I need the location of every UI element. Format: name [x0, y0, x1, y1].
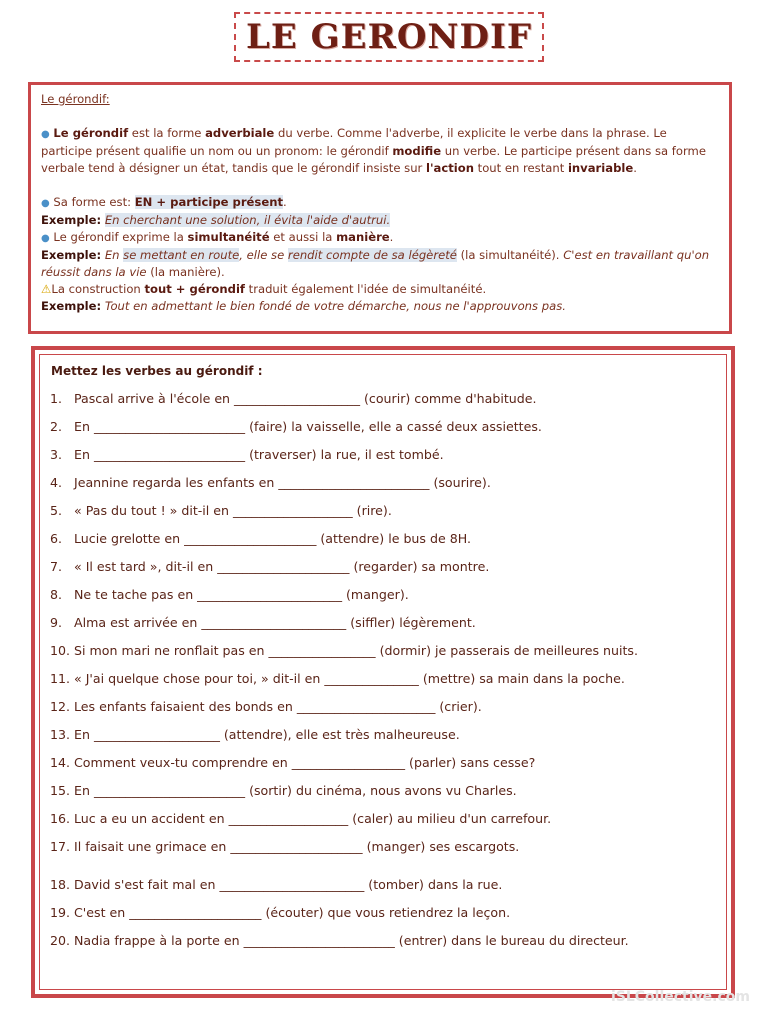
info-simultaneity-line	[41, 229, 719, 247]
exercise-list	[50, 385, 716, 955]
exercise-inner-border	[39, 354, 727, 990]
exercise-item: 3. En ________________________ (traverser) la rue, il est tombé.	[50, 447, 444, 462]
exercise-item: 4. Jeannine regarda les enfants en ________________________ (sourire).	[50, 475, 491, 490]
example-text: Tout en admettant le bien fondé de votre démarche, nous ne l'approuvons pas.	[104, 299, 566, 313]
bold-term: simultanéité	[187, 230, 270, 244]
exercise-box	[31, 346, 735, 998]
bullet-icon: ●	[41, 129, 50, 140]
info-example-1: Exemple: En cherchant une solution, il évita l'aide d'autrui.	[41, 213, 391, 227]
text: (la manière).	[146, 265, 225, 279]
exercise-item: 18. David s'est fait mal en _______________________ (tomber) dans la rue.	[50, 877, 503, 892]
exercise-item: 9. Alma est arrivée en _______________________ (siffler) légèrement.	[50, 615, 476, 630]
bold-term: EN + participe présent	[134, 195, 283, 209]
info-example-3: Exemple: Tout en admettant le bien fondé de votre démarche, nous ne l'approuvons pas.	[41, 299, 566, 313]
grammar-info-box	[28, 82, 732, 334]
bold-term: manière	[336, 230, 390, 244]
page-title: LE GERONDIF	[245, 17, 533, 57]
bullet-icon: ●	[41, 233, 50, 244]
example-highlight: se mettant en route	[123, 248, 240, 262]
bold-term: modifie	[392, 144, 442, 158]
exercise-item: 10. Si mon mari ne ronflait pas en _________________ (dormir) je passerais de meilleures nuits.	[50, 643, 638, 658]
info-form-line	[41, 194, 719, 212]
bold-term: tout + gérondif	[144, 282, 245, 296]
info-paragraph-definition	[41, 125, 719, 177]
example-label: Exemple	[41, 213, 97, 227]
warning-icon: ⚠	[41, 282, 52, 296]
example-label: Exemple	[41, 299, 97, 313]
exercise-item: 15. En ________________________ (sortir) du cinéma, nous avons vu Charles.	[50, 783, 517, 798]
bold-term: l'action	[426, 161, 474, 175]
text: .	[283, 195, 287, 209]
exercise-title: Mettez les verbes au gérondif :	[51, 364, 263, 378]
exercise-item: 17. Il faisait une grimace en _____________________ (manger) ses escargots.	[50, 839, 520, 854]
example-label: Exemple	[41, 248, 97, 262]
bullet-icon: ●	[41, 198, 50, 209]
exercise-item: 5. « Pas du tout ! » dit-il en ___________________ (rire).	[50, 503, 392, 518]
example-text: , elle se	[239, 248, 288, 262]
example-text: En cherchant une solution, il évita l'aide d'autrui.	[104, 213, 391, 227]
exercise-item: 2. En ________________________ (faire) la vaisselle, elle a cassé deux assiettes.	[50, 419, 542, 434]
info-construction-line	[41, 281, 719, 298]
text: .	[389, 230, 394, 244]
exercise-item: 8. Ne te tache pas en _______________________ (manger).	[50, 587, 409, 602]
exercise-item: 19. C'est en _____________________ (écouter) que vous retiendrez la leçon.	[50, 905, 511, 920]
text: La construction	[51, 282, 145, 296]
text: un verbe. Le participe présent dans sa forme verbale tend à désigner un état, tandis que le gérondif insiste sur	[41, 144, 706, 175]
text: est la forme	[128, 126, 206, 140]
title-box	[234, 12, 544, 62]
bold-term: Le gérondif	[53, 126, 129, 140]
example-text: En	[104, 248, 124, 262]
watermark: iSLCollective.com	[610, 989, 750, 1005]
text: .	[633, 161, 637, 175]
exercise-item: 1. Pascal arrive à l'école en ____________________ (courir) comme d'habitude.	[50, 391, 537, 406]
text: tout en restant	[473, 161, 568, 175]
example-text: C'est en travaillant qu'on réussit dans la vie	[41, 248, 710, 279]
bold-term: adverbiale	[205, 126, 275, 140]
exercise-item: 16. Luc a eu un accident en ___________________ (caler) au milieu d'un carrefour.	[50, 811, 552, 826]
text: et aussi la	[269, 230, 337, 244]
exercise-item: 7. « Il est tard », dit-il en _____________________ (regarder) sa montre.	[50, 559, 490, 574]
exercise-item: 20. Nadia frappe à la porte en ________________________ (entrer) dans le bureau du directeur.	[50, 933, 629, 948]
info-heading: Le gérondif:	[41, 92, 110, 106]
text: Sa forme est:	[49, 195, 135, 209]
info-example-2: Exemple: En se mettant en route, elle se rendit compte de sa légèreté (la simultanéité). C'est en travaillant qu'on réussit dans la vie (la manière).	[41, 248, 710, 279]
exercise-item: 6. Lucie grelotte en _____________________ (attendre) le bus de 8H.	[50, 531, 471, 546]
text: Le gérondif exprime la	[49, 230, 188, 244]
text: traduit également l'idée de simultanéité.	[244, 282, 487, 296]
text: du verbe. Comme l'adverbe, il explicite le verbe dans la phrase. Le participe présent qualifie un nom ou un pronom: le gérondif	[41, 126, 667, 158]
exercise-item: 14. Comment veux-tu comprendre en __________________ (parler) sans cesse?	[50, 755, 536, 770]
exercise-item: 11. « J'ai quelque chose pour toi, » dit-il en _______________ (mettre) sa main dans la poche.	[50, 671, 625, 686]
text: (la simultanéité).	[456, 248, 564, 262]
exercise-item: 13. En ____________________ (attendre), elle est très malheureuse.	[50, 727, 460, 742]
example-highlight: rendit compte de sa légèreté	[287, 248, 457, 262]
bold-term: invariable	[567, 161, 634, 175]
exercise-item: 12. Les enfants faisaient des bonds en ______________________ (crier).	[50, 699, 482, 714]
